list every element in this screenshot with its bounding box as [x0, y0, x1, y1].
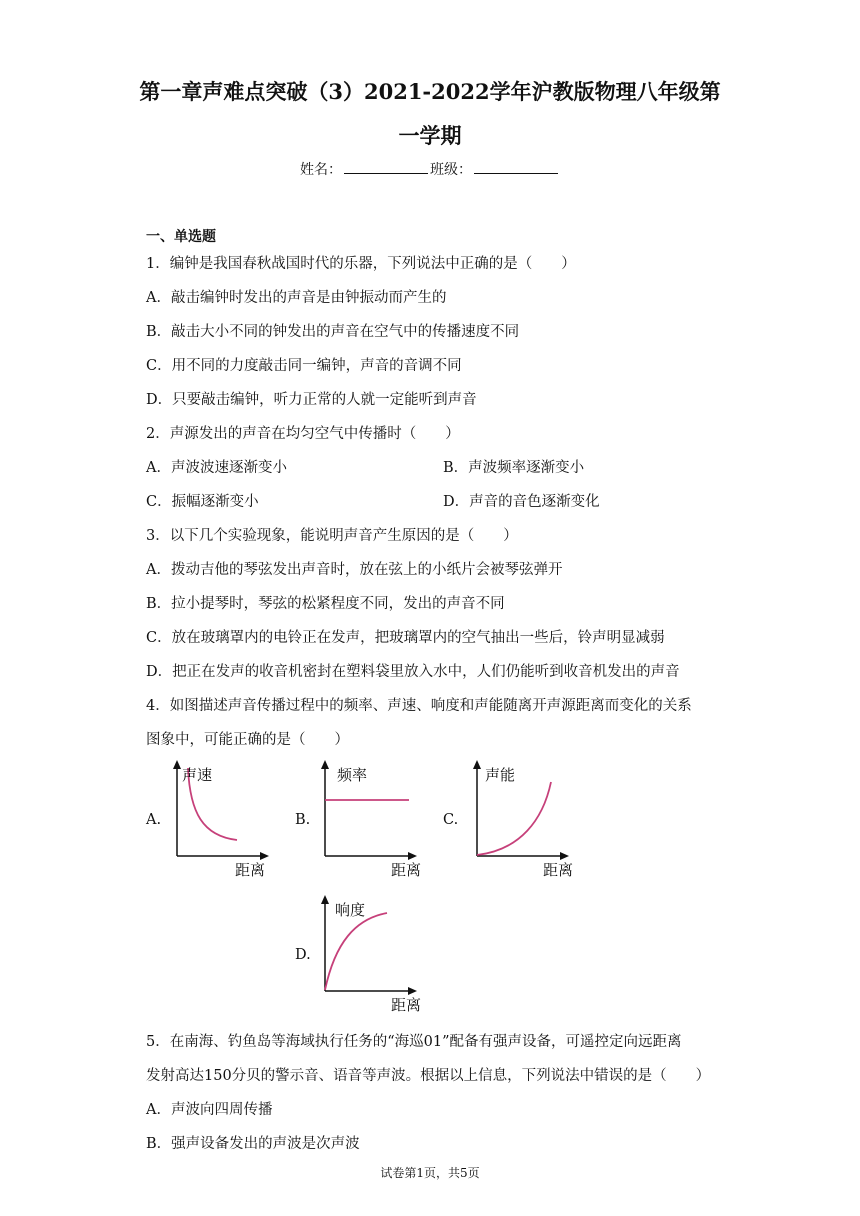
question-4-stem-line-2: 图象中，可能正确的是（ ） [146, 732, 349, 748]
question-2-stem: 2．声源发出的声音在均匀空气中传播时（ ） [146, 426, 460, 442]
question-2-option-a: A．声波波速逐渐变小 [146, 460, 287, 476]
graph-a-label: A. [146, 812, 162, 828]
question-3-stem: 3．以下几个实验现象，能说明声音产生原因的是（ ） [146, 528, 518, 544]
graph-a-x-arrow [260, 852, 269, 860]
graph-b-y-arrow [321, 760, 329, 769]
question-3-option-b: B．拉小提琴时，琴弦的松紧程度不同，发出的声音不同 [146, 596, 505, 612]
page-footer: 试卷第1页，共5页 [380, 1166, 480, 1180]
graph-c-y-arrow [473, 760, 481, 769]
question-1-stem: 1．编钟是我国春秋战国时代的乐器，下列说法中正确的是（ ） [146, 256, 576, 272]
question-1-option-a: A．敲击编钟时发出的声音是由钟振动而产生的 [146, 290, 447, 306]
question-5-stem-line-1: 5．在南海、钓鱼岛等海域执行任务的“海巡01”配备有强声设备，可遥控定向远距离 [146, 1034, 682, 1050]
question-3-option-d: D．把正在发声的收音机密封在塑料袋里放入水中，人们仍能听到收音机发出的声音 [146, 664, 680, 680]
name-label: 姓名： [300, 162, 342, 178]
graph-a-ylabel: 声速 [182, 766, 213, 784]
question-3-option-a: A．拨动吉他的琴弦发出声音时，放在弦上的小纸片会被琴弦弹开 [146, 562, 563, 578]
graph-d-ylabel: 响度 [335, 901, 366, 919]
question-1-option-b: B．敲击大小不同的钟发出的声音在空气中的传播速度不同 [146, 324, 520, 340]
graph-d-x-arrow [408, 987, 417, 995]
graph-a-xlabel: 距离 [235, 861, 266, 878]
question-3-option-c: C．放在玻璃罩内的电铃正在发声，把玻璃罩内的空气抽出一些后，铃声明显减弱 [146, 630, 665, 646]
graph-d-xlabel: 距离 [391, 996, 422, 1013]
graph-b-xlabel: 距离 [391, 861, 422, 878]
question-2-option-d: D．声音的音色逐渐变化 [443, 494, 600, 510]
section-title: 一、单选题 [146, 229, 216, 245]
question-5-option-b: B．强声设备发出的声波是次声波 [146, 1136, 360, 1152]
graph-c-label: C. [443, 812, 459, 828]
question-4-stem-line-1: 4．如图描述声音传播过程中的频率、声速、响度和声能随离开声源距离而变化的关系 [146, 698, 692, 714]
graph-b-label: B. [295, 812, 311, 828]
question-5-stem-line-2: 发射高达150分贝的警示音、语音等声波。根据以上信息，下列说法中错误的是（ ） [146, 1068, 711, 1084]
graph-c-curve [477, 782, 551, 855]
graph-d-label: D. [295, 947, 311, 963]
question-2-option-c: C．振幅逐渐变小 [146, 494, 259, 510]
graph-b-x-arrow [408, 852, 417, 860]
graph-c-x-arrow [560, 852, 569, 860]
question-2-option-b: B．声波频率逐渐变小 [443, 460, 585, 476]
question-5-option-a: A．声波向四周传播 [146, 1102, 273, 1118]
graph-d [313, 893, 433, 1013]
graph-b-ylabel: 频率 [337, 766, 368, 784]
graph-a-y-arrow [173, 760, 181, 769]
graph-d-y-arrow [321, 895, 329, 904]
page-title-line-2: 一学期 [398, 123, 462, 148]
class-label: 班级： [430, 162, 472, 178]
graph-a [165, 758, 275, 878]
graph-c [465, 758, 585, 878]
graph-c-xlabel: 距离 [543, 861, 574, 878]
class-blank [474, 159, 558, 174]
graph-c-ylabel: 声能 [485, 766, 516, 784]
question-1-option-d: D．只要敲击编钟，听力正常的人就一定能听到声音 [146, 392, 477, 408]
student-info [0, 159, 860, 179]
name-blank [344, 159, 428, 174]
question-1-option-c: C．用不同的力度敲击同一编钟，声音的音调不同 [146, 358, 462, 374]
graph-b [313, 758, 433, 878]
graph-d-curve [325, 913, 387, 990]
page-title-line-1: 第一章声难点突破（3）2021-2022学年沪教版物理八年级第 [139, 79, 721, 104]
